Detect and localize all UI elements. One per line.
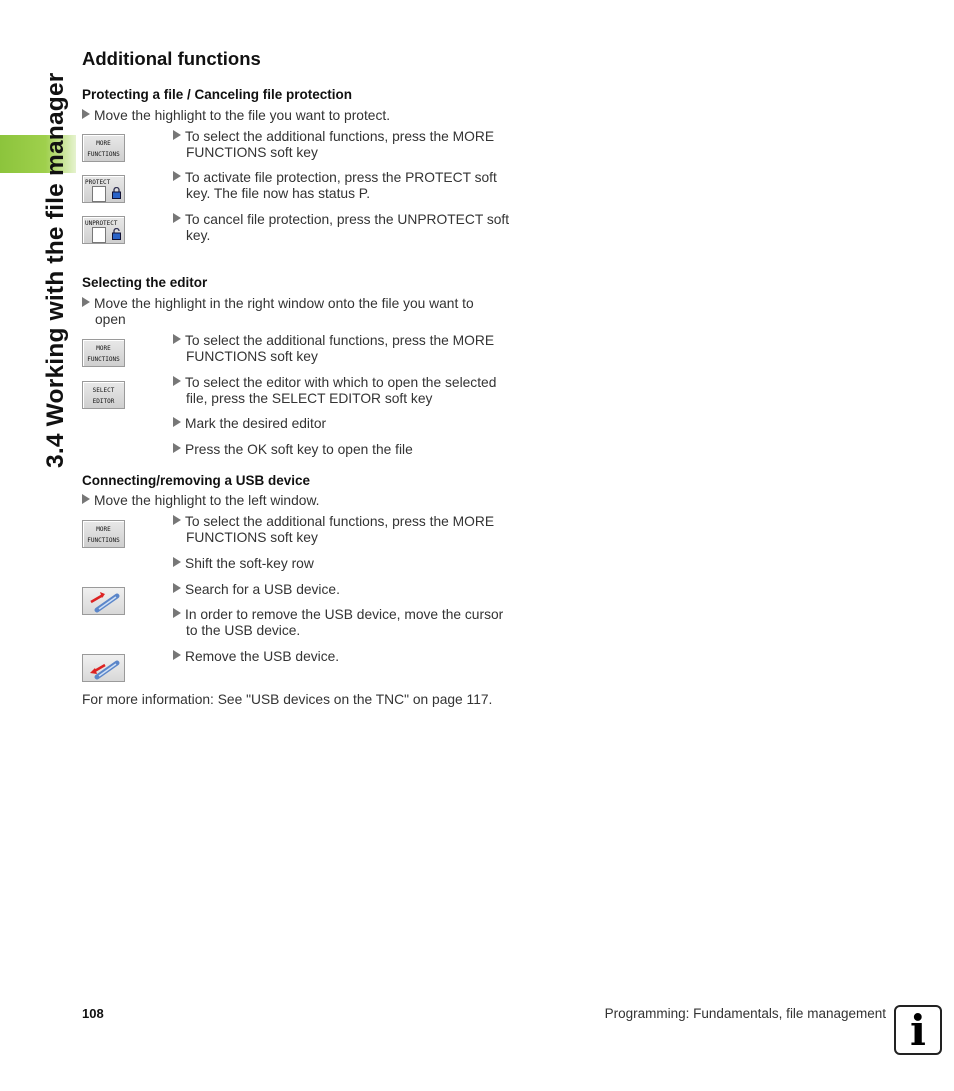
instruction-continuation: open [95, 312, 126, 327]
bullet-arrow-icon [82, 297, 90, 307]
file-icon [92, 186, 106, 202]
bullet-arrow-icon [173, 583, 181, 593]
unprotect-softkey[interactable]: UNPROTECT [82, 216, 125, 244]
instruction: To select the editor with which to open the selected [173, 375, 496, 391]
instruction: To select the additional functions, press the MORE [173, 129, 494, 145]
section-title-protect: Protecting a file / Canceling file protection [82, 87, 353, 102]
bullet-arrow-icon [82, 494, 90, 504]
instruction-continuation: to the USB device. [186, 623, 301, 638]
instruction: Move the highlight to the file you want to protect. [82, 108, 390, 124]
instruction-continuation: FUNCTIONS soft key [186, 530, 318, 545]
instruction: In order to remove the USB device, move the cursor [173, 607, 503, 623]
instruction: To cancel file protection, press the UNPROTECT soft [173, 212, 509, 228]
usb-connect-softkey[interactable] [82, 587, 125, 615]
instruction: To select the additional functions, press the MORE [173, 333, 494, 349]
bullet-arrow-icon [82, 109, 90, 119]
bullet-arrow-icon [173, 608, 181, 618]
bullet-arrow-icon [173, 417, 181, 427]
instruction: Mark the desired editor [173, 416, 326, 432]
page-number: 108 [82, 1006, 104, 1021]
instruction: Move the highlight to the left window. [82, 493, 320, 509]
usb-connect-icon [83, 588, 126, 616]
instruction-continuation: key. The file now has status P. [186, 186, 371, 201]
bullet-arrow-icon [173, 334, 181, 344]
instruction-continuation: FUNCTIONS soft key [186, 349, 318, 364]
bullet-arrow-icon [173, 171, 181, 181]
protect-softkey[interactable]: PROTECT [82, 175, 125, 203]
section-title-usb: Connecting/removing a USB device [82, 473, 311, 488]
bullet-arrow-icon [173, 515, 181, 525]
bullet-arrow-icon [173, 650, 181, 660]
cross-reference: For more information: See "USB devices on the TNC" on page 117. [82, 692, 493, 707]
instruction: Remove the USB device. [173, 649, 339, 665]
instruction: Shift the soft-key row [173, 556, 314, 572]
instruction: To select the additional functions, press the MORE [173, 514, 494, 530]
bullet-arrow-icon [173, 213, 181, 223]
instruction: To activate file protection, press the PROTECT soft [173, 170, 497, 186]
file-icon [92, 227, 106, 243]
bullet-arrow-icon [173, 130, 181, 140]
lock-icon [112, 187, 121, 199]
bullet-arrow-icon [173, 443, 181, 453]
more-functions-softkey[interactable]: MORE FUNCTIONS [82, 339, 125, 367]
page-heading: Additional functions [82, 48, 261, 69]
section-title-editor: Selecting the editor [82, 275, 208, 290]
instruction-continuation: key. [186, 228, 211, 243]
usb-remove-icon [83, 655, 126, 683]
unlock-icon [112, 228, 121, 240]
bullet-arrow-icon [173, 557, 181, 567]
chapter-title: 3.4 Working with the file manager [42, 72, 69, 468]
instruction: Search for a USB device. [173, 582, 340, 598]
select-editor-softkey[interactable]: SELECT EDITOR [82, 381, 125, 409]
chapter-footer: Programming: Fundamentals, file management [604, 1006, 886, 1021]
bullet-arrow-icon [173, 376, 181, 386]
more-functions-softkey[interactable]: MORE FUNCTIONS [82, 134, 125, 162]
instruction-continuation: FUNCTIONS soft key [186, 145, 318, 160]
info-icon: i [894, 1005, 942, 1055]
usb-remove-softkey[interactable] [82, 654, 125, 682]
more-functions-softkey[interactable]: MORE FUNCTIONS [82, 520, 125, 548]
instruction: Move the highlight in the right window onto the file you want to [82, 296, 474, 312]
instruction: Press the OK soft key to open the file [173, 442, 413, 458]
instruction-continuation: file, press the SELECT EDITOR soft key [186, 391, 433, 406]
